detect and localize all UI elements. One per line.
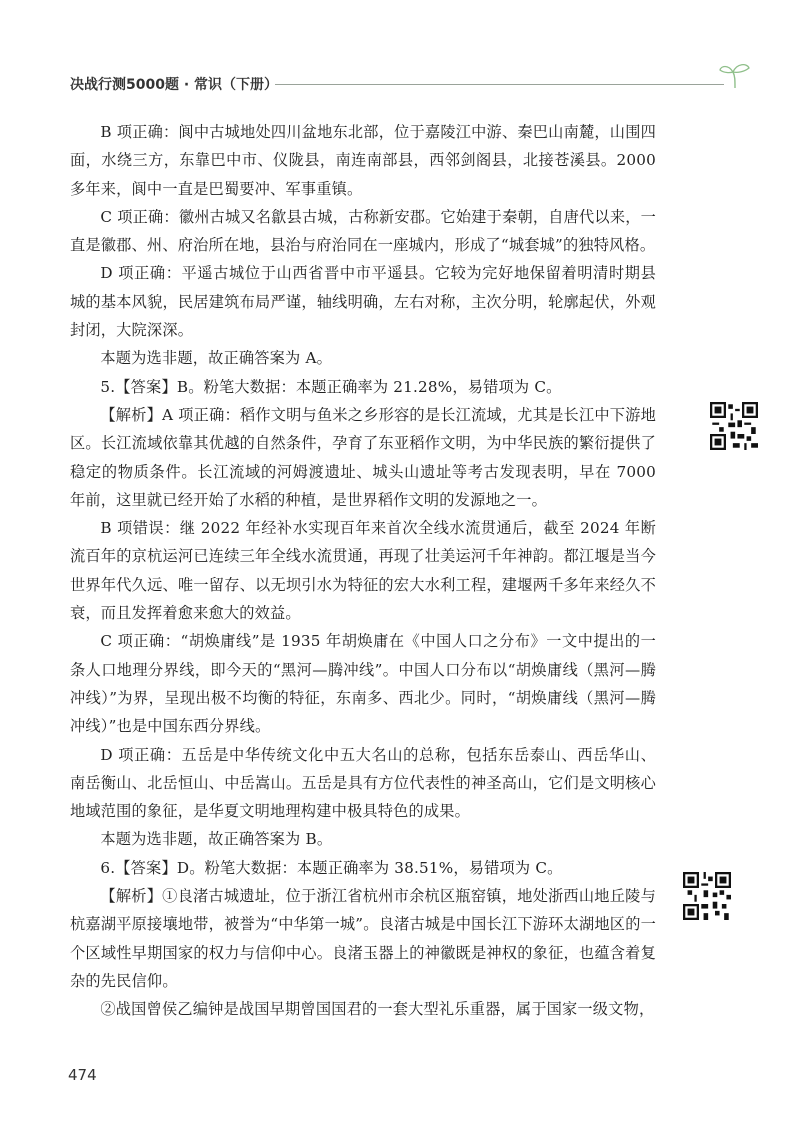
qr-code-icon[interactable] [683,872,731,920]
paragraph: C 项正确：徽州古城又名歙县古城，古称新安郡。它始建于秦朝，自唐代以来，一直是徽郡、州、府治所在地，县治与府治同在一座城内，形成了“城套城”的独特风格。 [70,207,656,255]
answer-line: 5.【答案】B。粉笔大数据：本题正确率为 21.28%，易错项为 C。 [100,377,562,396]
paragraph: 【解析】①良渚古城遗址，位于浙江省杭州市余杭区瓶窑镇，地处浙西山地丘陵与杭嘉湖平原接壤地带，被誉为“中华第一城”。良渚古城是中国长江下游环太湖地区的一个区域性早期国家的权力与信仰中心。良渚玉器上的神徽既是神权的象征，也蕴含着复杂的先民信仰。 [70,887,656,990]
qr-code-icon[interactable] [710,402,758,450]
header-divider [275,84,724,85]
paragraph: B 项错误：继 2022 年经补水实现百年来首次全线水流贯通后，截至 2024 年断流百年的京杭运河已连续三年全线水流贯通，再现了壮美运河千年神韵。都江堰是当今世界年代久远、唯一留存、以无坝引水为特征的宏大水利工程，建堰两千多年来经久不衰，而且发挥着愈来愈大的效益。 [70,519,656,623]
page-header [70,70,752,98]
paragraph: ②战国曾侯乙编钟是战国早期曾国国君的一套大型礼乐重器，属于国家一级文物， [100,1000,655,1019]
paragraph: 本题为选非题，故正确答案为 B。 [100,830,333,849]
sprout-icon [718,60,752,90]
article-body [70,118,656,1024]
book-title: 决战行测5000题 · 常识（下册） [70,77,279,93]
paragraph: B 项正确：阆中古城地处四川盆地东北部，位于嘉陵江中游、秦巴山南麓，山围四面，水绕三方，东靠巴中市、仪陇县，南连南部县，西邻剑阁县，北接苍溪县。2000 多年来，阆中一直是巴蜀要冲、军事重镇。 [70,123,656,198]
paragraph: D 项正确：五岳是中华传统文化中五大名山的总称，包括东岳泰山、西岳华山、南岳衡山、北岳恒山、中岳嵩山。五岳是具有方位代表性的神圣高山，它们是文明核心地域范围的象征，是华夏文明地理构建中极具特色的成果。 [70,745,656,821]
paragraph: 本题为选非题，故正确答案为 A。 [100,349,333,368]
page-number: 474 [68,1066,97,1084]
paragraph: D 项正确：平遥古城位于山西省晋中市平遥县。它较为完好地保留着明清时期县城的基本风貌，民居建筑布局严谨，轴线明确，左右对称，主次分明，轮廓起伏，外观封闭，大院深深。 [70,264,656,340]
paragraph: C 项正确：“胡焕庸线”是 1935 年胡焕庸在《中国人口之分布》一文中提出的一条人口地理分界线，即今天的“黑河—腾冲线”。中国人口分布以“胡焕庸线（黑河—腾冲线）”为界，呈现出极不均衡的特征，东南多、西北少。同时，“胡焕庸线（黑河—腾冲线）”也是中国东西分界线。 [70,632,656,736]
paragraph: 【解析】A 项正确：稻作文明与鱼米之乡形容的是长江流域，尤其是长江中下游地区。长江流域依靠其优越的自然条件，孕育了东亚稻作文明，为中华民族的繁衍提供了稳定的物质条件。长江流域的河姆渡遗址、城头山遗址等考古发现表明，早在 7000 年前，这里就已经开始了水稻的种植，是世界稻作文明的发源地之一。 [70,405,656,509]
answer-line: 6.【答案】D。粉笔大数据：本题正确率为 38.51%，易错项为 C。 [100,858,563,877]
